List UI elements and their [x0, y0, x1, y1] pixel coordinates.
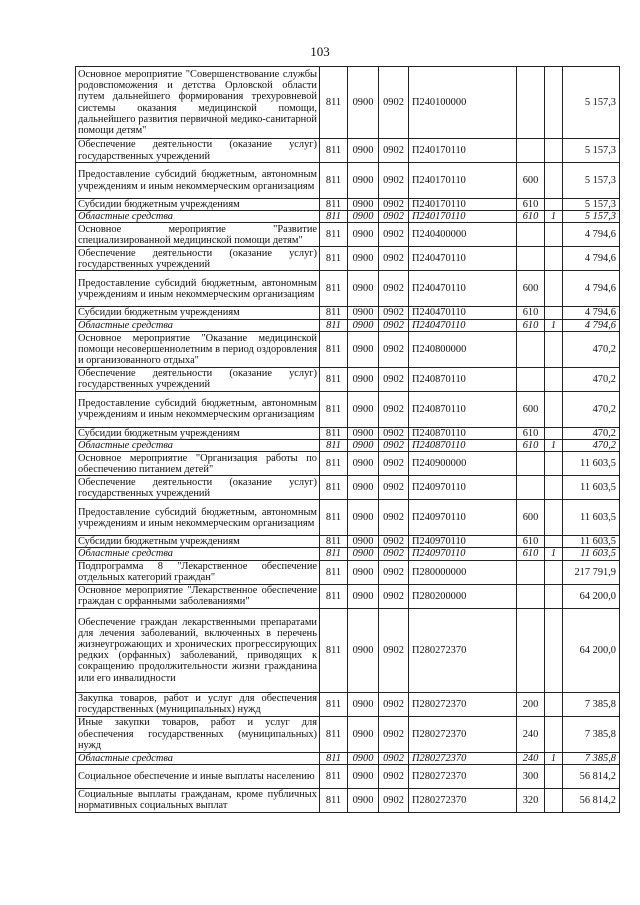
cell-target-article: П280272370	[409, 788, 517, 812]
cell-ved: 811	[320, 319, 348, 331]
cell-subsection: 0902	[379, 331, 409, 367]
cell-kosgu	[545, 692, 563, 716]
cell-kosgu	[545, 584, 563, 608]
cell-section: 0900	[348, 440, 379, 452]
cell-section: 0900	[348, 271, 379, 307]
cell-target-article: П280272370	[409, 692, 517, 716]
table-row	[76, 163, 620, 199]
table-row	[76, 476, 620, 500]
cell-section: 0900	[348, 548, 379, 560]
cell-target-article: П240170110	[409, 163, 517, 199]
table-row	[76, 367, 620, 391]
table-row	[76, 331, 620, 367]
cell-kosgu	[545, 560, 563, 584]
cell-section: 0900	[348, 536, 379, 548]
cell-amount: 4 794,6	[563, 319, 620, 331]
cell-ved: 811	[320, 67, 348, 139]
table-row	[76, 500, 620, 536]
cell-ved: 811	[320, 427, 348, 439]
cell-target-article: П240900000	[409, 452, 517, 476]
cell-name: Обеспечение деятельности (оказание услуг) государственных учреждений	[76, 247, 320, 271]
cell-amount: 4 794,6	[563, 223, 620, 247]
cell-name: Субсидии бюджетным учреждениям	[76, 307, 320, 319]
table-row	[76, 692, 620, 716]
cell-kosgu	[545, 391, 563, 427]
table-row	[76, 764, 620, 788]
cell-subsection: 0902	[379, 319, 409, 331]
cell-amount: 7 385,8	[563, 692, 620, 716]
cell-expense-type	[517, 367, 545, 391]
cell-subsection: 0902	[379, 788, 409, 812]
cell-expense-type: 600	[517, 271, 545, 307]
page-number: 103	[310, 44, 330, 59]
cell-target-article: П240470110	[409, 307, 517, 319]
cell-amount: 470,2	[563, 427, 620, 439]
table-row	[76, 223, 620, 247]
cell-target-article: П240170110	[409, 139, 517, 163]
cell-kosgu	[545, 331, 563, 367]
cell-expense-type	[517, 331, 545, 367]
cell-ved: 811	[320, 247, 348, 271]
cell-ved: 811	[320, 367, 348, 391]
cell-subsection: 0902	[379, 716, 409, 752]
cell-section: 0900	[348, 452, 379, 476]
cell-name: Обеспечение граждан лекарственными препаратами для лечения заболеваний, включенных в перечень жизнеугрожающих и хронических прогрессирующих редких (орфанных) заболеваний, приводящих к сокращению продолжительности жизни гражданина или его инвалидности	[76, 608, 320, 692]
cell-kosgu	[545, 452, 563, 476]
cell-target-article: П240970110	[409, 536, 517, 548]
cell-amount: 64 200,0	[563, 584, 620, 608]
cell-target-article: П240470110	[409, 271, 517, 307]
table-row	[76, 452, 620, 476]
cell-target-article: П240100000	[409, 67, 517, 139]
cell-expense-type	[517, 247, 545, 271]
cell-section: 0900	[348, 427, 379, 439]
cell-subsection: 0902	[379, 440, 409, 452]
cell-section: 0900	[348, 223, 379, 247]
cell-ved: 811	[320, 608, 348, 692]
table-row	[76, 584, 620, 608]
cell-expense-type	[517, 476, 545, 500]
table-row	[76, 271, 620, 307]
cell-subsection: 0902	[379, 500, 409, 536]
budget-table	[75, 66, 620, 813]
cell-ved: 811	[320, 331, 348, 367]
cell-section: 0900	[348, 163, 379, 199]
table-row	[76, 211, 620, 223]
cell-amount: 56 814,2	[563, 764, 620, 788]
cell-section: 0900	[348, 560, 379, 584]
cell-ved: 811	[320, 788, 348, 812]
cell-section: 0900	[348, 367, 379, 391]
cell-kosgu	[545, 199, 563, 211]
cell-amount: 5 157,3	[563, 211, 620, 223]
cell-kosgu	[545, 67, 563, 139]
cell-target-article: П240170110	[409, 211, 517, 223]
cell-target-article: П240970110	[409, 548, 517, 560]
budget-table-body	[76, 67, 620, 813]
cell-amount: 11 603,5	[563, 548, 620, 560]
cell-section: 0900	[348, 391, 379, 427]
table-row	[76, 139, 620, 163]
cell-name: Предоставление субсидий бюджетным, автономным учреждениям и иным некоммерческим организациям	[76, 391, 320, 427]
cell-target-article: П280272370	[409, 764, 517, 788]
cell-amount: 217 791,9	[563, 560, 620, 584]
cell-ved: 811	[320, 560, 348, 584]
cell-name: Субсидии бюджетным учреждениям	[76, 427, 320, 439]
cell-expense-type: 240	[517, 752, 545, 764]
cell-expense-type	[517, 560, 545, 584]
cell-section: 0900	[348, 331, 379, 367]
cell-name: Социальные выплаты гражданам, кроме публичных нормативных социальных выплат	[76, 788, 320, 812]
cell-name: Областные средства	[76, 548, 320, 560]
cell-name: Основное мероприятие "Развитие специализированной медицинской помощи детям"	[76, 223, 320, 247]
cell-expense-type: 600	[517, 163, 545, 199]
cell-kosgu	[545, 500, 563, 536]
cell-ved: 811	[320, 476, 348, 500]
cell-amount: 64 200,0	[563, 608, 620, 692]
cell-section: 0900	[348, 307, 379, 319]
cell-ved: 811	[320, 716, 348, 752]
cell-name: Обеспечение деятельности (оказание услуг) государственных учреждений	[76, 367, 320, 391]
cell-ved: 811	[320, 752, 348, 764]
cell-subsection: 0902	[379, 139, 409, 163]
cell-section: 0900	[348, 716, 379, 752]
cell-amount: 4 794,6	[563, 307, 620, 319]
cell-name: Субсидии бюджетным учреждениям	[76, 199, 320, 211]
table-row	[76, 247, 620, 271]
cell-ved: 811	[320, 500, 348, 536]
cell-kosgu	[545, 247, 563, 271]
cell-amount: 56 814,2	[563, 788, 620, 812]
cell-name: Областные средства	[76, 752, 320, 764]
cell-expense-type: 610	[517, 211, 545, 223]
cell-subsection: 0902	[379, 367, 409, 391]
table-row	[76, 391, 620, 427]
cell-expense-type: 610	[517, 440, 545, 452]
cell-name: Областные средства	[76, 211, 320, 223]
cell-expense-type	[517, 67, 545, 139]
cell-expense-type: 320	[517, 788, 545, 812]
cell-subsection: 0902	[379, 67, 409, 139]
cell-kosgu: 1	[545, 752, 563, 764]
cell-name: Основное мероприятие "Лекарственное обеспечение граждан с орфанными заболеваниями"	[76, 584, 320, 608]
table-row	[76, 716, 620, 752]
cell-kosgu	[545, 367, 563, 391]
cell-amount: 4 794,6	[563, 247, 620, 271]
cell-subsection: 0902	[379, 548, 409, 560]
table-row	[76, 307, 620, 319]
cell-name: Областные средства	[76, 319, 320, 331]
cell-section: 0900	[348, 692, 379, 716]
cell-target-article: П280200000	[409, 584, 517, 608]
cell-target-article: П240870110	[409, 427, 517, 439]
cell-kosgu	[545, 223, 563, 247]
cell-section: 0900	[348, 500, 379, 536]
cell-name: Предоставление субсидий бюджетным, автономным учреждениям и иным некоммерческим организациям	[76, 500, 320, 536]
cell-subsection: 0902	[379, 608, 409, 692]
cell-expense-type: 610	[517, 319, 545, 331]
cell-kosgu: 1	[545, 440, 563, 452]
cell-subsection: 0902	[379, 476, 409, 500]
cell-amount: 470,2	[563, 331, 620, 367]
cell-section: 0900	[348, 211, 379, 223]
table-row	[76, 560, 620, 584]
cell-section: 0900	[348, 752, 379, 764]
cell-section: 0900	[348, 67, 379, 139]
cell-target-article: П280272370	[409, 608, 517, 692]
cell-subsection: 0902	[379, 764, 409, 788]
table-row	[76, 427, 620, 439]
cell-kosgu	[545, 764, 563, 788]
cell-expense-type: 300	[517, 764, 545, 788]
cell-ved: 811	[320, 536, 348, 548]
table-row	[76, 440, 620, 452]
cell-subsection: 0902	[379, 452, 409, 476]
table-row	[76, 752, 620, 764]
cell-kosgu	[545, 476, 563, 500]
cell-subsection: 0902	[379, 223, 409, 247]
cell-expense-type: 200	[517, 692, 545, 716]
cell-target-article: П280272370	[409, 716, 517, 752]
cell-amount: 5 157,3	[563, 67, 620, 139]
cell-name: Областные средства	[76, 440, 320, 452]
cell-amount: 470,2	[563, 391, 620, 427]
cell-kosgu	[545, 427, 563, 439]
cell-subsection: 0902	[379, 536, 409, 548]
cell-ved: 811	[320, 764, 348, 788]
cell-name: Иные закупки товаров, работ и услуг для обеспечения государственных (муниципальных) нужд	[76, 716, 320, 752]
table-row	[76, 67, 620, 139]
cell-name: Социальное обеспечение и иные выплаты населению	[76, 764, 320, 788]
cell-amount: 470,2	[563, 367, 620, 391]
cell-kosgu: 1	[545, 211, 563, 223]
cell-target-article: П240870110	[409, 440, 517, 452]
cell-section: 0900	[348, 319, 379, 331]
cell-ved: 811	[320, 223, 348, 247]
cell-expense-type: 600	[517, 500, 545, 536]
cell-name: Основное мероприятие "Оказание медицинской помощи несовершеннолетним в период оздоровления и организованного отдыха"	[76, 331, 320, 367]
cell-name: Обеспечение деятельности (оказание услуг) государственных учреждений	[76, 139, 320, 163]
cell-amount: 5 157,3	[563, 139, 620, 163]
cell-section: 0900	[348, 247, 379, 271]
cell-expense-type	[517, 584, 545, 608]
cell-amount: 11 603,5	[563, 476, 620, 500]
cell-subsection: 0902	[379, 692, 409, 716]
cell-name: Обеспечение деятельности (оказание услуг) государственных учреждений	[76, 476, 320, 500]
cell-expense-type: 240	[517, 716, 545, 752]
cell-amount: 11 603,5	[563, 500, 620, 536]
cell-subsection: 0902	[379, 247, 409, 271]
table-row	[76, 199, 620, 211]
cell-kosgu: 1	[545, 548, 563, 560]
cell-section: 0900	[348, 199, 379, 211]
cell-subsection: 0902	[379, 584, 409, 608]
cell-expense-type: 610	[517, 536, 545, 548]
cell-name: Субсидии бюджетным учреждениям	[76, 536, 320, 548]
cell-ved: 811	[320, 163, 348, 199]
cell-kosgu	[545, 139, 563, 163]
cell-expense-type	[517, 452, 545, 476]
cell-target-article: П280272370	[409, 752, 517, 764]
cell-subsection: 0902	[379, 163, 409, 199]
cell-name: Предоставление субсидий бюджетным, автономным учреждениям и иным некоммерческим организациям	[76, 163, 320, 199]
cell-expense-type	[517, 608, 545, 692]
cell-expense-type: 610	[517, 548, 545, 560]
cell-kosgu	[545, 271, 563, 307]
cell-section: 0900	[348, 608, 379, 692]
table-row	[76, 788, 620, 812]
cell-target-article: П240970110	[409, 500, 517, 536]
cell-amount: 5 157,3	[563, 163, 620, 199]
cell-ved: 811	[320, 440, 348, 452]
cell-name: Основное мероприятие "Совершенствование службы родовспоможения и детства Орловской области путем дальнейшего формирования трехуровневой системы оказания медицинской помощи, дальнейшего развития первичной медико-санитарной помощи детям"	[76, 67, 320, 139]
cell-subsection: 0902	[379, 307, 409, 319]
cell-section: 0900	[348, 476, 379, 500]
cell-name: Основное мероприятие "Организация работы по обеспечению питанием детей"	[76, 452, 320, 476]
cell-target-article: П240470110	[409, 247, 517, 271]
cell-expense-type: 600	[517, 391, 545, 427]
cell-ved: 811	[320, 139, 348, 163]
cell-amount: 4 794,6	[563, 271, 620, 307]
cell-kosgu	[545, 536, 563, 548]
cell-target-article: П280000000	[409, 560, 517, 584]
cell-name: Подпрограмма 8 "Лекарственное обеспечение отдельных категорий граждан"	[76, 560, 320, 584]
cell-ved: 811	[320, 199, 348, 211]
cell-amount: 7 385,8	[563, 752, 620, 764]
cell-target-article: П240470110	[409, 319, 517, 331]
cell-amount: 470,2	[563, 440, 620, 452]
cell-subsection: 0902	[379, 271, 409, 307]
cell-kosgu	[545, 788, 563, 812]
cell-subsection: 0902	[379, 752, 409, 764]
cell-ved: 811	[320, 452, 348, 476]
cell-amount: 7 385,8	[563, 716, 620, 752]
cell-section: 0900	[348, 788, 379, 812]
cell-ved: 811	[320, 692, 348, 716]
cell-expense-type	[517, 139, 545, 163]
cell-target-article: П240170110	[409, 199, 517, 211]
cell-ved: 811	[320, 307, 348, 319]
cell-name: Предоставление субсидий бюджетным, автономным учреждениям и иным некоммерческим организациям	[76, 271, 320, 307]
cell-ved: 811	[320, 271, 348, 307]
cell-subsection: 0902	[379, 391, 409, 427]
table-row	[76, 319, 620, 331]
table-row	[76, 608, 620, 692]
cell-expense-type: 610	[517, 307, 545, 319]
cell-ved: 811	[320, 548, 348, 560]
cell-ved: 811	[320, 584, 348, 608]
cell-target-article: П240400000	[409, 223, 517, 247]
cell-kosgu	[545, 163, 563, 199]
cell-target-article: П240800000	[409, 331, 517, 367]
cell-expense-type	[517, 223, 545, 247]
table-row	[76, 536, 620, 548]
cell-kosgu	[545, 716, 563, 752]
cell-section: 0900	[348, 764, 379, 788]
cell-kosgu: 1	[545, 319, 563, 331]
cell-subsection: 0902	[379, 199, 409, 211]
cell-ved: 811	[320, 211, 348, 223]
cell-name: Закупка товаров, работ и услуг для обеспечения государственных (муниципальных) нужд	[76, 692, 320, 716]
cell-amount: 11 603,5	[563, 452, 620, 476]
cell-section: 0900	[348, 584, 379, 608]
cell-amount: 5 157,3	[563, 199, 620, 211]
cell-target-article: П240870110	[409, 367, 517, 391]
cell-kosgu	[545, 608, 563, 692]
cell-expense-type: 610	[517, 199, 545, 211]
cell-subsection: 0902	[379, 211, 409, 223]
cell-amount: 11 603,5	[563, 536, 620, 548]
cell-section: 0900	[348, 139, 379, 163]
cell-target-article: П240970110	[409, 476, 517, 500]
cell-ved: 811	[320, 391, 348, 427]
cell-expense-type: 610	[517, 427, 545, 439]
table-row	[76, 548, 620, 560]
cell-subsection: 0902	[379, 427, 409, 439]
cell-target-article: П240870110	[409, 391, 517, 427]
cell-kosgu	[545, 307, 563, 319]
cell-subsection: 0902	[379, 560, 409, 584]
